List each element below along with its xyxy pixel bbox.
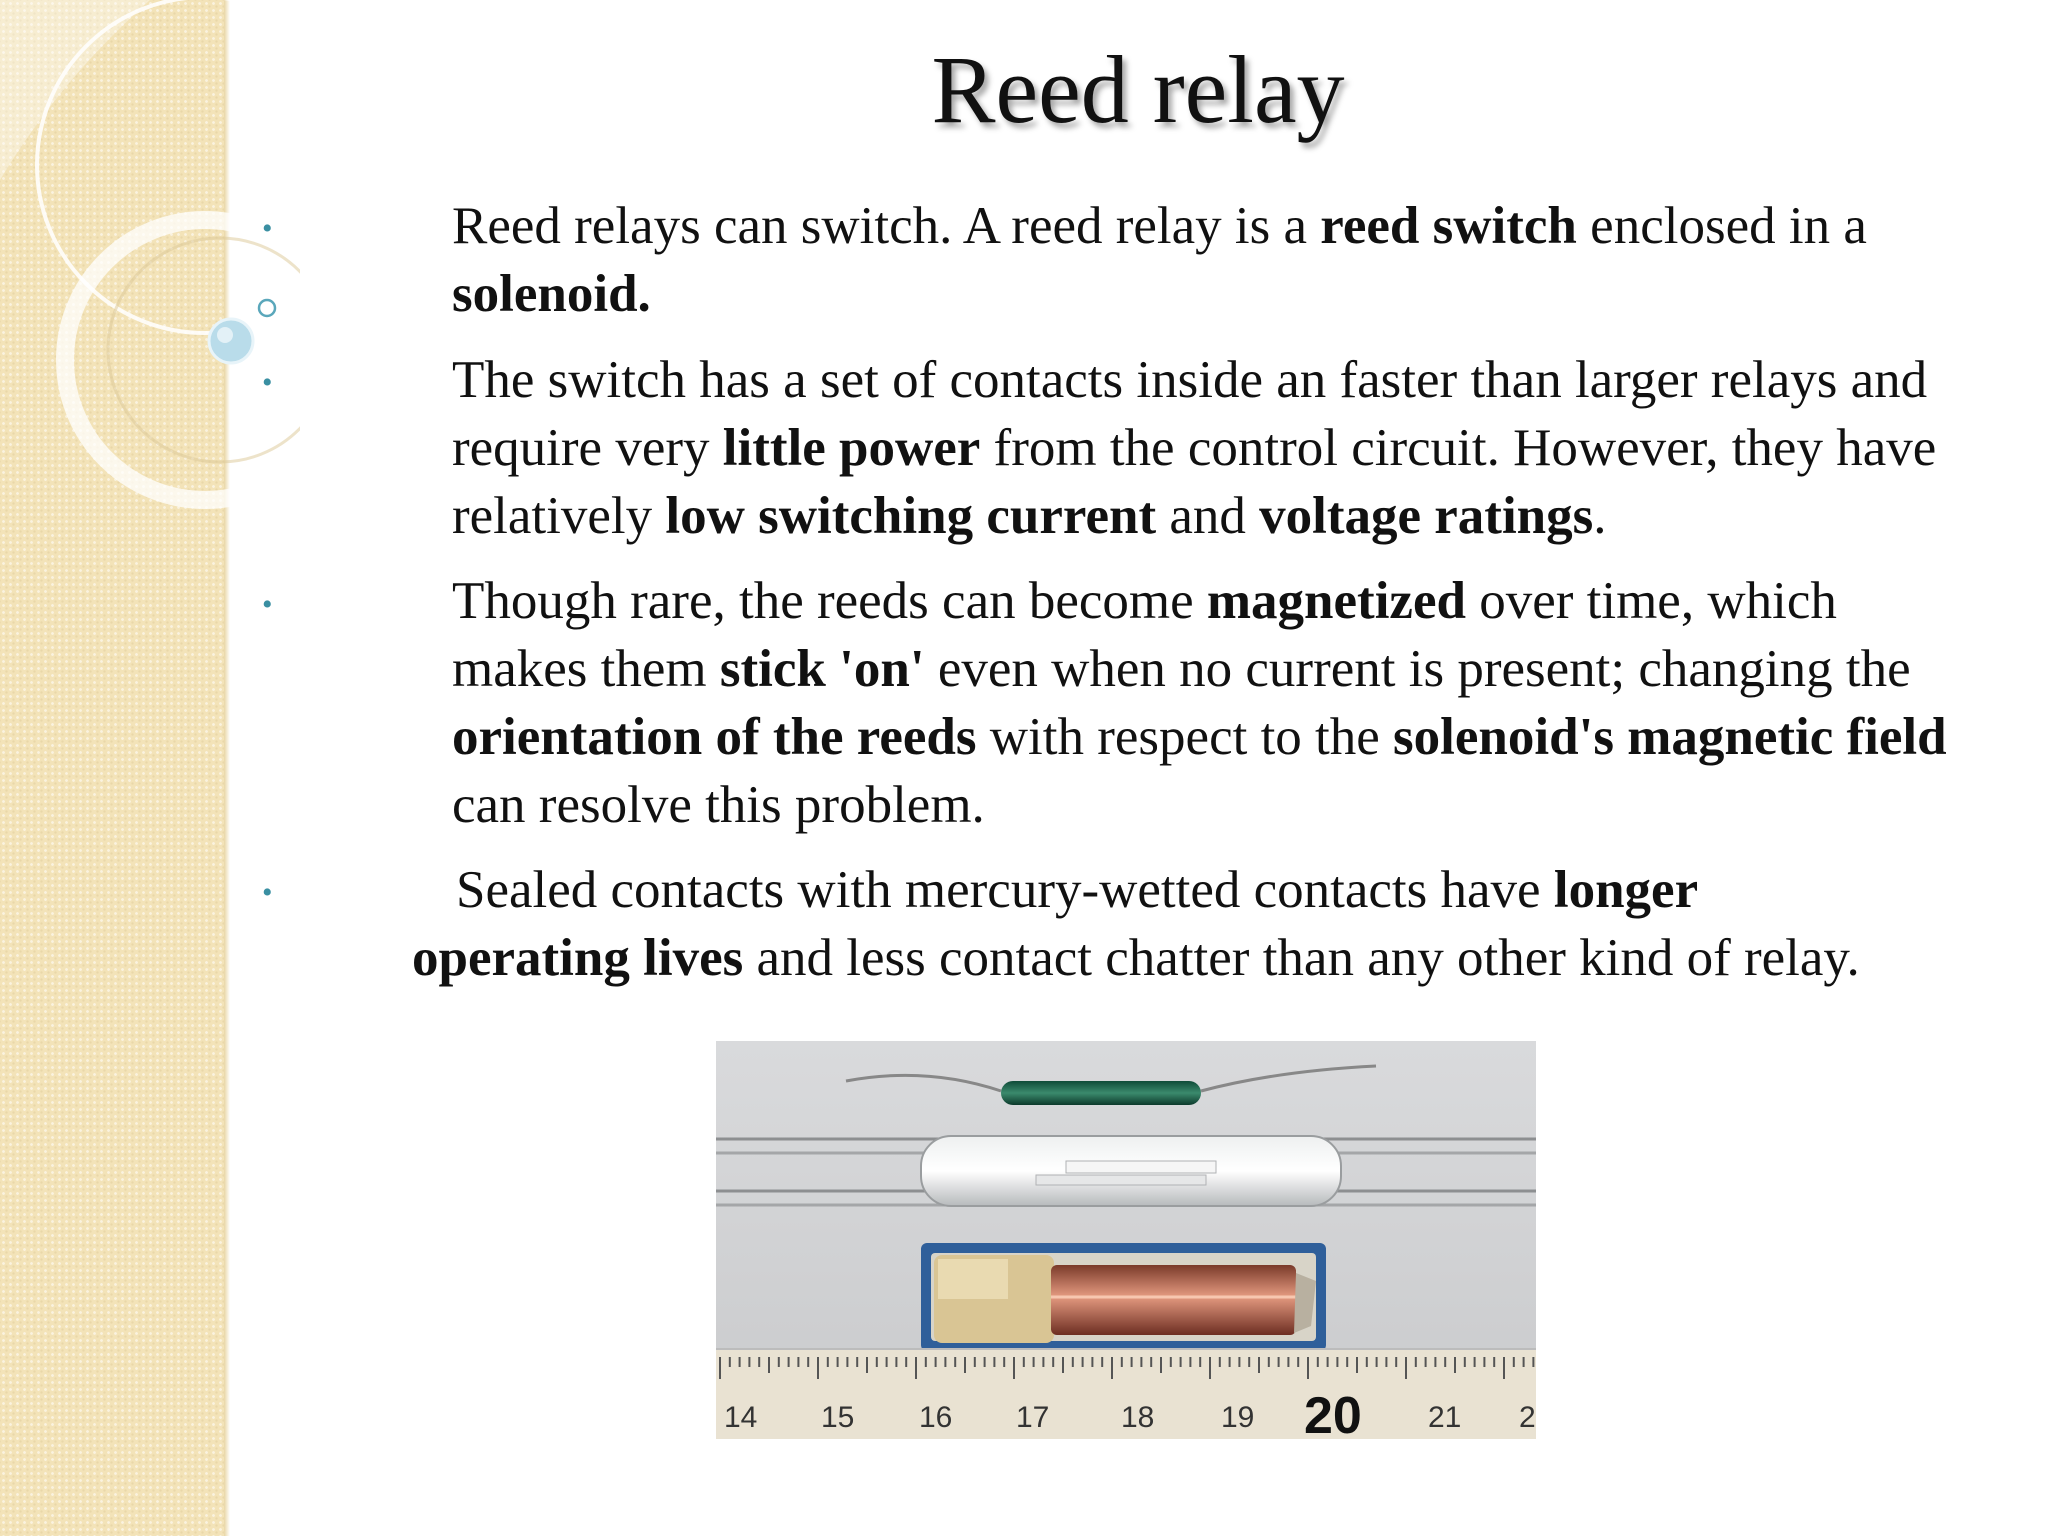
ruler-label: 18 [1121,1401,1155,1434]
paragraph-text: enclosed in a [1576,197,1867,255]
paragraph-text: . [1593,487,1607,545]
paragraph-text: The switch has a set of contacts inside an faster than larger relays and require very [452,351,1928,477]
paragraph-text: over time, which makes them [452,572,1837,698]
paragraph-text: even when no current is present; changing the [924,640,1911,698]
bullet-marker: • [262,212,273,245]
emphasis-text: longer operating lives [412,861,1698,987]
bullet-paragraph-3 [452,567,1972,839]
ruler-label: 16 [919,1401,953,1434]
bullet-paragraph-2 [452,346,1972,550]
bullet-paragraph-1 [452,192,1972,328]
ruler-label: 19 [1221,1401,1255,1434]
emphasis-text: voltage ratings [1259,487,1594,545]
bullet-paragraph-4 [412,856,1912,992]
reed-relay-photo [716,1041,1536,1439]
paragraph-text: and [1156,487,1260,545]
emphasis-text: stick 'on' [719,640,925,698]
ruler-label: 14 [724,1401,758,1434]
ruler-label: 20 [1304,1387,1362,1439]
paragraph-text: Sealed contacts with mercury-wetted contacts have [456,861,1554,919]
paragraph-text: from the control circuit. However, they have relatively [452,419,1937,545]
bullet-marker: • [262,366,273,399]
emphasis-text: low switching current [665,487,1157,545]
ruler-label: 21 [1428,1401,1462,1434]
emphasis-text: reed switch [1320,197,1577,255]
emphasis-text: solenoid's magnetic field [1393,708,1947,766]
paragraph-text: with respect to the [976,708,1394,766]
bullet-marker: • [262,588,273,621]
bullet-marker: • [262,876,273,909]
slide-title: Reed relay [931,36,1345,143]
ruler-label: 15 [821,1401,855,1434]
emphasis-text: little power [722,419,981,477]
emphasis-text: solenoid. [452,265,651,323]
paragraph-text: Reed relays can switch. A reed relay is a [452,197,1321,255]
ruler-label: 17 [1016,1401,1050,1434]
emphasis-text: orientation of the reeds [452,708,977,766]
emphasis-text: magnetized [1206,572,1466,630]
paragraph-text: and less contact chatter than any other kind of relay. [743,929,1860,987]
paragraph-text: Though rare, the reeds can become [452,572,1207,630]
paragraph-text: can resolve this problem. [452,776,985,834]
ruler-label: 2 [1519,1401,1536,1434]
